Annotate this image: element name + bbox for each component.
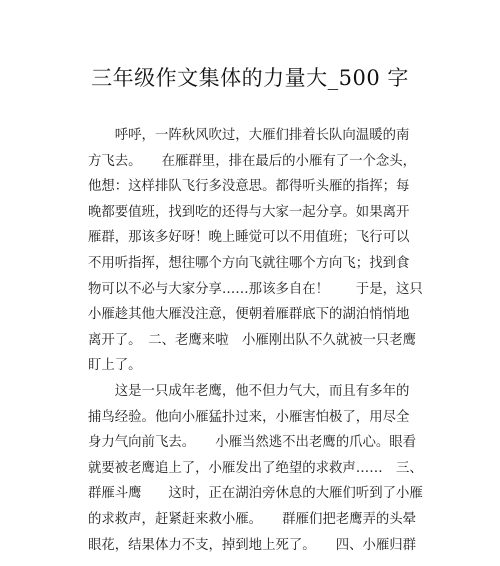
text-line: 离开了。 二、老鹰来啦 小雁刚出队不久就被一只老鹰: [88, 332, 417, 348]
text-line: 身力气向前飞去。 小雁当然逃不出老鹰的爪心。眼看: [88, 435, 417, 451]
text-line: 他想：这样排队飞行多没意思。都得听头雁的指挥；每: [88, 179, 410, 195]
text-line: 雁群，那该多好呀！晚上睡觉可以不用值班；飞行可以: [88, 230, 410, 246]
document-title: 三年级作文集体的力量大_500 字: [91, 66, 409, 90]
text-line: 群雁斗鹰 这时，正在湖泊旁休息的大雁们听到了小雁: [88, 486, 423, 502]
text-line: 就要被老鹰追上了，小雁发出了绝望的求救声…… 三、: [88, 460, 423, 476]
text-line: 呼呼，一阵秋风吹过，大雁们排着长队向温暖的南: [88, 128, 410, 143]
text-line: 的求救声，赶紧赶来救小雁。 群雁们把老鹰弄的头晕: [88, 511, 417, 527]
text-line: 捕鸟经验。他向小雁猛扑过来，小雁害怕极了，用尽全: [88, 409, 410, 425]
text-line: 盯上了。: [88, 358, 142, 374]
text-line: 方飞去。 在雁群里，排在最后的小雁有了一个念头，: [88, 153, 417, 169]
text-line: 晚都要值班，找到吃的还得与大家一起分享。如果离开: [88, 204, 410, 220]
text-line: 不用听指挥，想往哪个方向飞就往哪个方向飞；找到食: [88, 255, 410, 271]
text-line: 物可以不必与大家分享……那该多自在！ 于是，这只: [88, 281, 423, 297]
text-line: 眼花，结果体力不支，掉到地上死了。 四、小雁归群: [88, 537, 417, 553]
essay-body: [88, 123, 428, 558]
text-line: 小雁趁其他大雁没注意，便朝着雁群底下的湖泊悄悄地: [88, 307, 410, 323]
text-line: 这是一只成年老鹰，他不但力气大，而且有多年的: [88, 383, 410, 399]
